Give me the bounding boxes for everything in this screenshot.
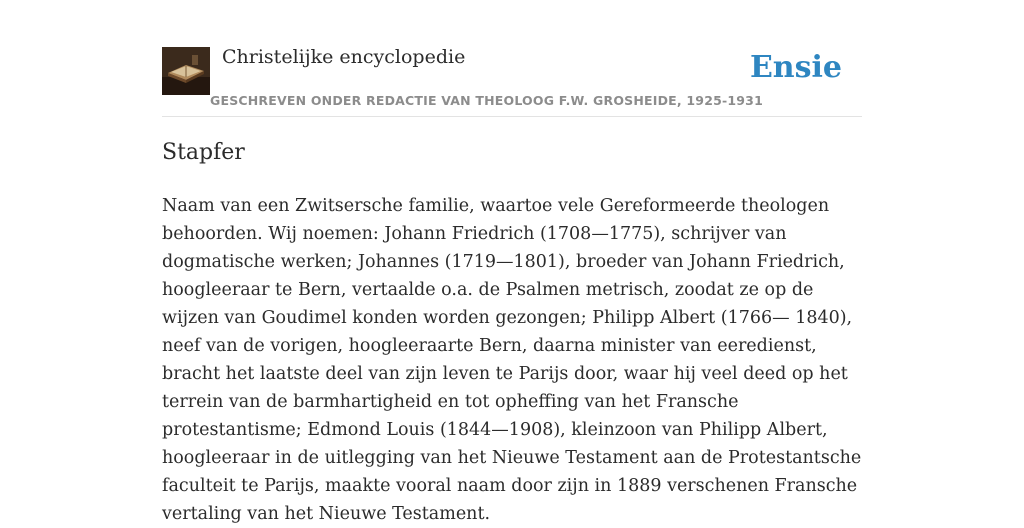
site-title[interactable]: Christelijke encyclopedie: [222, 46, 466, 68]
page-container: [162, 0, 862, 524]
article-title: Stapfer: [162, 140, 245, 165]
ensie-logo-link[interactable]: Ensie: [749, 50, 842, 85]
article-body: Naam van een Zwitsersche familie, waartoe vele Gereformeerde theologen behoorden. Wij noemen: Johann Friedrich (1708—1775), schrijver van dogmatische werken; Johannes (1719—1801), broeder van Johann Friedrich, hoogleeraar te Bern, vertaalde o.a. de Psalmen metrisch, zoodat ze op de wijzen van Goudimel konden worden gezongen; Philipp Albert (1766— 1840), neef van de vorigen, hoogleeraarte Bern, daarna minister van eeredienst, bracht het laatste deel van zijn leven te Parijs door, waar hij veel deed op het terrein van de barmhartigheid en tot opheffing van het Fransche protestantisme; Edmond Louis (1844—1908), kleinzoon van Philipp Albert, hoogleeraar in de uitlegging van het Nieuwe Testament aan de Protestantsche faculteit te Parijs, maakte vooral naam door zijn in 1889 verschenen Fransche vertaling van het Nieuwe Testament.: [162, 196, 862, 524]
site-subtitle: GESCHREVEN ONDER REDACTIE VAN THEOLOOG F.W. GROSHEIDE, 1925-1931: [210, 93, 763, 108]
book-icon[interactable]: [162, 47, 210, 95]
site-header: [162, 0, 862, 117]
